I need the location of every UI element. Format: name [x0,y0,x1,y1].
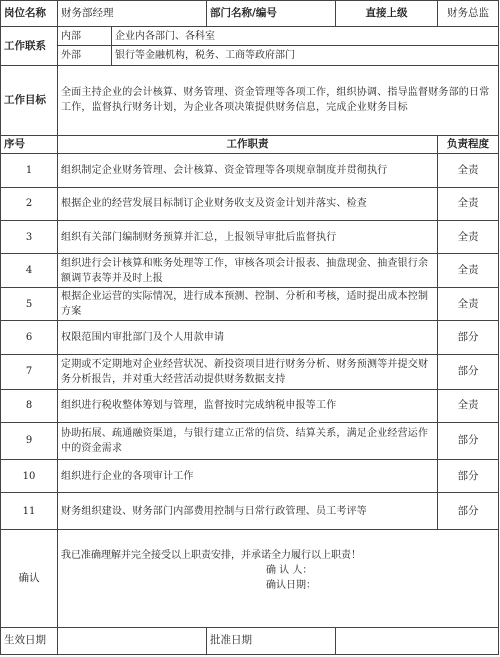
duty-text[interactable]: 财务组织建设、财务部门内部费用控制与日常行政管理、员工考评等 [58,493,438,530]
duty-text[interactable]: 组织进行会计核算和账务处理等工作，审核各项会计报表、抽盘现金、抽查银行余额调节表等并及时上报 [58,254,438,288]
duty-row [1,187,499,220]
work-goal-text[interactable]: 全面主持企业的会计核算、财务管理、资金管理等各项工作，组织协调、指导监督财务部的日常工作，监督执行财务计划，为企业各项决策提供财务信息，完成企业财务目标 [58,66,499,135]
responsibility-level: 全责 [438,153,499,187]
effective-date-label: 生效日期 [1,627,58,654]
direct-superior-value[interactable]: 财务总监 [438,1,499,27]
duties-header-row [1,135,499,153]
confirmation-row [1,530,499,627]
duty-row [1,493,499,530]
duty-row [1,321,499,354]
duty-number: 7 [1,354,58,389]
duty-text[interactable]: 定期或不定期地对企业经营状况、新投资项目进行财务分析、财务预测等并提交财务分析报告，并对重大经营活动提供财务数据支持 [58,354,438,389]
duty-number: 1 [1,153,58,187]
duty-number: 8 [1,389,58,422]
duty-number: 9 [1,422,58,459]
department-label: 部门名称/编号 [207,1,336,27]
duty-text[interactable]: 组织有关部门编制财务预算并汇总，上报领导审批后监督执行 [58,220,438,253]
approval-date-value[interactable] [336,627,499,654]
responsibility-level: 部分 [438,321,499,354]
contact-internal-row [1,27,499,46]
responsibility-level: 部分 [438,493,499,530]
work-contacts-label: 工作联系 [1,27,58,66]
col-number-header: 序号 [1,135,58,153]
duty-number: 10 [1,459,58,492]
duty-text[interactable]: 组织进行税收整体筹划与管理，监督按时完成纳税申报等工作 [58,389,438,422]
duty-text[interactable]: 协助拓展、疏通融资渠道，与银行建立正常的信贷、结算关系，满足企业经营运作中的资金需求 [58,422,438,459]
position-label: 岗位名称 [1,1,58,27]
external-label: 外部 [58,46,112,66]
col-duty-header: 工作职责 [58,135,438,153]
responsibility-level: 全责 [438,254,499,288]
duty-text[interactable]: 组织进行企业的各项审计工作 [58,459,438,492]
work-goal-row [1,66,499,135]
footer-row [1,627,499,654]
duty-number: 11 [1,493,58,530]
confirm-box[interactable] [58,530,499,627]
responsibility-level: 全责 [438,288,499,321]
duty-text[interactable]: 组织制定企业财务管理、会计核算、资金管理等各项规章制度并贯彻执行 [58,153,438,187]
duty-row [1,459,499,492]
col-responsibility-header: 负责程度 [438,135,499,153]
duty-row [1,288,499,321]
duty-text[interactable]: 根据企业运营的实际情况，进行成本预测、控制、分析和考核，适时提出成本控制方案 [58,288,438,321]
effective-date-value[interactable] [58,627,207,654]
responsibility-level: 部分 [438,422,499,459]
responsibility-level: 部分 [438,354,499,389]
responsibility-level: 全责 [438,187,499,220]
header-row [1,1,499,27]
duty-number: 4 [1,254,58,288]
confirm-person-label: 确 认 人： [266,565,313,577]
duty-row [1,389,499,422]
internal-contacts-value[interactable]: 企业内各部门、各科室 [112,27,499,46]
confirm-date-label: 确认日期： [266,580,316,592]
external-contacts-value[interactable]: 银行等金融机构，税务、工商等政府部门 [112,46,499,66]
confirm-statement: 我已准确理解并完全接受以上职责安排，并承诺全力履行以上职责！ [61,550,361,562]
duty-number: 3 [1,220,58,253]
confirm-label: 确认 [1,530,58,627]
duty-row [1,354,499,389]
duty-text[interactable]: 根据企业的经营发展目标制订企业财务收支及资金计划并落实、检查 [58,187,438,220]
position-value[interactable]: 财务部经理 [58,1,207,27]
approval-date-label: 批准日期 [207,627,336,654]
duty-number: 6 [1,321,58,354]
work-goal-label: 工作目标 [1,66,58,135]
duty-number: 2 [1,187,58,220]
duty-row [1,153,499,187]
internal-label: 内部 [58,27,112,46]
responsibility-level: 全责 [438,389,499,422]
duty-row [1,422,499,459]
responsibility-level: 全责 [438,220,499,253]
contact-external-row [1,46,499,66]
duty-row [1,254,499,288]
duty-row [1,220,499,253]
duty-number: 5 [1,288,58,321]
direct-superior-label: 直接上级 [336,1,438,27]
responsibility-level: 部分 [438,459,499,492]
duty-text[interactable]: 权限范围内审批部门及个人用款申请 [58,321,438,354]
